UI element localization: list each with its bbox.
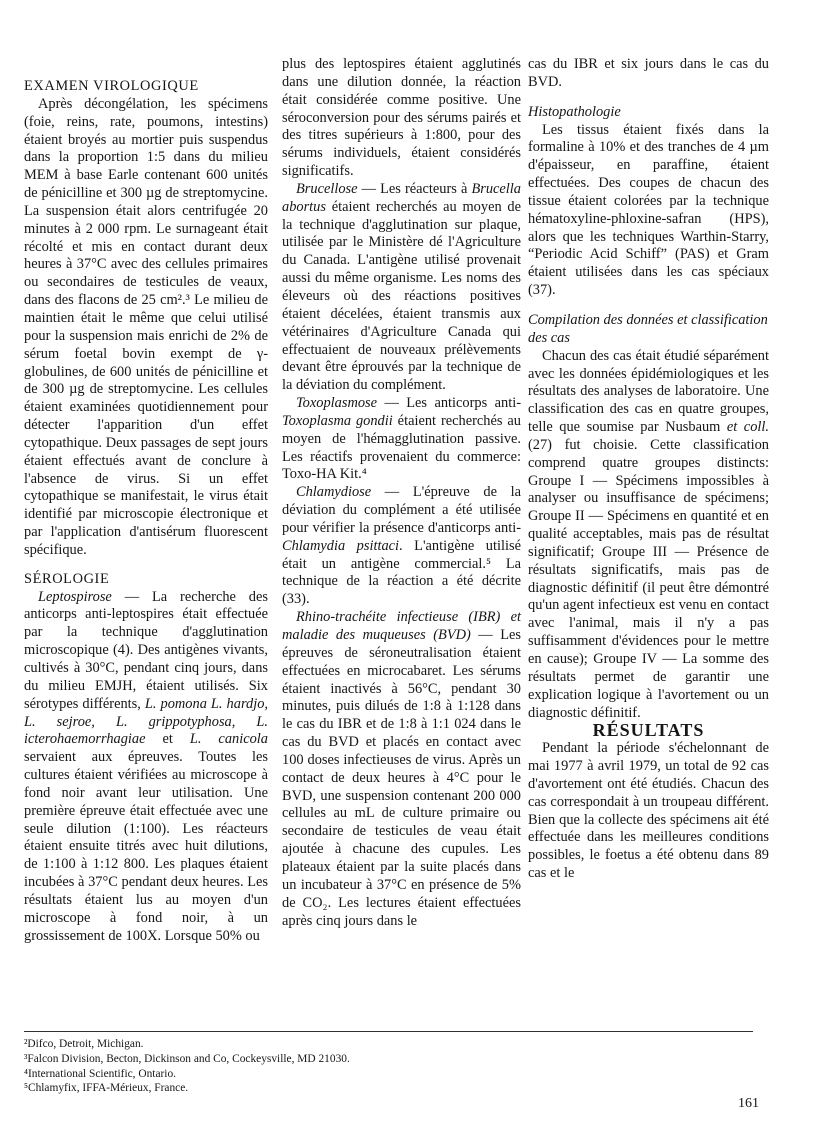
subheading-leptospirosis: Leptospirose [38, 588, 112, 605]
paragraph-ibr-bvd: Rhino-trachéite infectieuse (IBR) et maladie des muqueuses (BVD) — Les épreuves de séroneutralisation étaient effectuées en microcabaret. Les sérums étaient inactivés à 56°C, pendant 30 minutes, puis dilués de 1:8 à 1:128 dans le cas du IBR et de 1:8 à 1:1 024 dans le cas du BVD et placés en contact avec 100 doses infectieuses de virus. Après un contact de deux heures à 4°C pour le BVD, une suspension contenant 200 000 cellules au mL de culture primaire ou secondaire de testicules de veau était ajoutée à chacune des cupules. Les plateaux étaient par la suite placés dans un incubateur à 37°C en présence de 5% de CO₂. Les lectures étaient effectuées après cinq jours dans le [282, 609, 521, 929]
paragraph-continued: cas du IBR et six jours dans le cas du BVD. [528, 56, 769, 90]
footnote: ²Difco, Detroit, Michigan. [24, 1038, 144, 1050]
section-heading-results: RÉSULTATS [592, 720, 705, 741]
subheading-ibr-bvd: Rhino-trachéite infectieuse (IBR) et maladie des muqueuses (BVD) [282, 609, 521, 643]
section-heading-virology: EXAMEN VIROLOGIQUE [24, 78, 199, 94]
paragraph-histopathology: Les tissus étaient fixés dans la formaline à 10% et des tranches de 4 µm d'épaisseur, en paraffine, étaient effectuées. Des coupes de chacun des tissue étaient colorées par la technique hématoxyline-phloxine-safran (HPS), alors que les techniques Warthin-Starry, “Periodic Acid Schiff” (PAS) et Gram étaient utilisées dans les cas spéciaux (37). [528, 121, 769, 299]
paragraph-compilation: Chacun des cas était étudié séparément avec les données épidémiologiques et les résultats des analyses de laboratoire. Une classification des cas en quatre groupes, telle que soumise par Nusbaum et coll. (27) fut choisie. Cette classification comprend quatre groupes distincts: Groupe I — Spécimens impossibles à analyser ou insuffisance de spécimens; Groupe II — Spécimens en quantité et en qualité acceptables, mais pas de résultat significatif; Groupe III — Présence de résultats significatifs, mais pas de diagnostic définitif (il peut être démontré qu'un agent infectieux est venu en contact avec l'animal, mais il n'y a pas suffisamment d'évidences pour le mettre en cause); Groupe IV — La somme des résultats permet de garantir une explication logique à l'avortement ou un diagnostic définitif. [528, 347, 769, 721]
column-left [24, 78, 268, 946]
subheading-chlamydiosis: Chlamydiose [296, 484, 372, 501]
paragraph-leptospirosis: Leptospirose — La recherche des anticorps anti-leptospires était effectuée par la technique d'agglutination microscopique (4). Des antigènes vivants, cultivés à 30°C, pendant cinq jours, dans du milieu EMJH, étaient utilisés. Six sérotypes différents, L. pomona L. hardjo, L. sejroe, L. grippotyphosa, L. icterohaemorrhagiae et L. canicola servaient aux épreuves. Toutes les cultures étaient vérifiées au microscope à fond noir avant leur utilisation. Une première épreuve était effectuée avec une seule dilution (1:100). Les réacteurs étaient ensuite titrés avec huit dilutions, de 1:100 à 1:12 800. Les plaques étaient incubées à 37°C pendant deux heures. Les résultats étaient lus au moyen d'un microscope à fond noir, à un grossissement de 100X. Lorsque 50% ou [24, 588, 268, 944]
paragraph-brucellosis: Brucellose — Les réacteurs à Brucella abortus étaient recherchés au moyen de la technique d'agglutination sur plaque, utilisée par le Ministère dé l'Agriculture du Canada. L'antigène utilisé provenait aussi du même organisme. Les noms des éleveurs où des réactions positives étaient décelées, étaient transmis aux vétérinaires d'Agriculture Canada qui effectuaient de nouveaux prélèvements devant être éprouvés par la technique de la déviation du complément. [282, 180, 521, 394]
paragraph-continued: plus des leptospires étaient agglutinés dans une dilution donnée, la réaction était considérée comme positive. Une séroconversion pour des sérums pairés et des titres supérieurs à 1:800, pour des sérums individuels, étaient considérés significatifs. [282, 56, 521, 180]
paragraph-virology: Après décongélation, les spécimens (foie, reins, rate, poumons, intestins) étaient broyés au mortier puis suspendus dans la proportion 1:5 dans du milieu MEM à base Earle contenant 600 unités de pénicilline et 300 µg de streptomycine. La suspension était alors centrifugée 20 minutes à 2 000 rpm. Le surnageant était récolté et mis en contact durant deux heures à 37°C avec des cellules primaires ou secondaires de testicules de veaux, dans des flacons de 25 cm².³ Le milieu de maintien était le même que celui utilisé pour la suspension mais enrichi de 2% de sérum foetal bovin exempt de γ-globulines, de 600 unités de pénicilline et de 300 µg de streptomycine. Les cellules étaient examinées quotidiennement pour détecter l'apparition d'un effet cytopathique. Deux passages de sept jours étaient effectués avant de conclure à l'absence de virus. Si un effet cytopathique se manifestait, le virus était identifié par microscopie électronique et par l'application d'antisérum fluorescent spécifique. [24, 95, 268, 558]
subheading-toxoplasmosis: Toxoplasmose [296, 395, 378, 412]
paragraph-results: Pendant la période s'échelonnant de mai 1977 à avril 1979, un total de 92 cas d'avortement ont été étudiés. Chacun des cas correspondait à un troupeau différent. Bien que la collecte des spécimens ait été effectuée dans les meilleures conditions possibles, le foetus a été obtenu dans 89 cas et le [528, 740, 769, 882]
footnote: ³Falcon Division, Becton, Dickinson and Co, Cockeysville, MD 21030. [24, 1052, 350, 1065]
column-right [528, 56, 769, 883]
section-heading-serology: SÉROLOGIE [24, 570, 110, 587]
footnote: ⁴International Scientific, Ontario. [24, 1067, 176, 1080]
footnote: ⁵Chlamyfix, IFFA-Mérieux, France. [24, 1082, 189, 1095]
footnote-divider [24, 1031, 753, 1032]
subheading-brucellosis: Brucellose [296, 180, 358, 197]
paragraph-chlamydiosis: Chlamydiose — L'épreuve de la déviation du complément a été utilisée pour vérifier la présence d'anticorps anti-Chlamydia psittaci. L'antigène utilisé était un antigène commercial.⁵ La technique de la réaction a été décrite (33). [282, 484, 521, 608]
column-middle [282, 56, 521, 930]
section-heading-compilation: Compilation des données et classification des cas [528, 311, 768, 346]
footnotes [24, 1037, 753, 1096]
page-number: 161 [738, 1096, 759, 1111]
section-heading-histopathology: Histopathologie [528, 103, 621, 120]
paragraph-toxoplasmosis: Toxoplasmose — Les anticorps anti-Toxoplasma gondii étaient recherchés au moyen de l'hémagglutination passive. Les réactifs provenaient du commerce: Toxo-HA Kit.⁴ [282, 395, 521, 483]
